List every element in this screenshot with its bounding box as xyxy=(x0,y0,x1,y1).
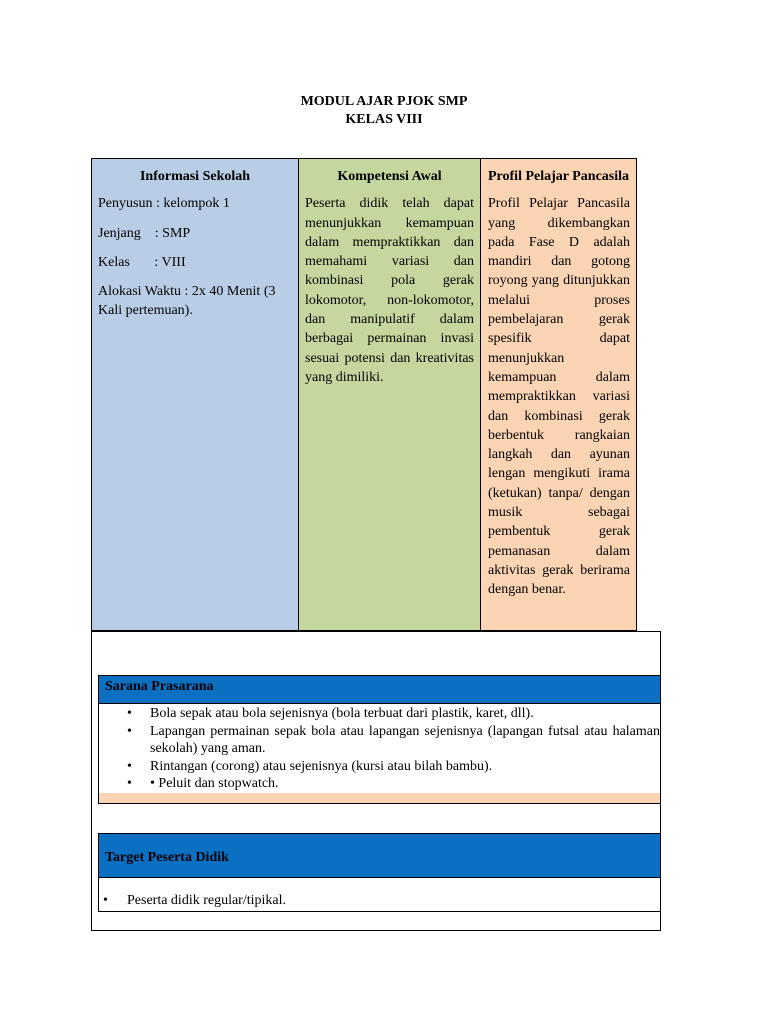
alokasi-waktu-line: Alokasi Waktu : 2x 40 Menit (3 Kali pertemuan). xyxy=(98,284,276,319)
profil-pelajar-heading: Profil Pelajar Pancasila xyxy=(488,169,630,184)
sarana-bottom-band xyxy=(99,793,660,803)
sarana-item-rintangan: • Rintangan (corong) atau sejenisnya (kursi atau bilah bambu). xyxy=(127,758,660,776)
profil-pelajar-column xyxy=(480,158,637,631)
kompetensi-awal-column xyxy=(298,158,481,631)
target-peserta-didik-heading: Target Peserta Didik xyxy=(98,833,661,878)
sarana-prasarana-heading: Sarana Prasarana xyxy=(98,675,661,704)
target-peserta-didik-list xyxy=(98,878,661,912)
sarana-item-peluit: • • Peluit dan stopwatch. xyxy=(127,775,660,793)
target-item-regular: Peserta didik regular/tipikal. xyxy=(127,893,287,908)
kompetensi-awal-text: Peserta didik telah dapat menunjukkan kemampuan dalam mempraktikkan dan memahami variasi dan kombinasi pola gerak lokomotor, non-lokomotor, dan manipulatif dalam berbagai permainan invasi sesuai potensi dan kreativitas yang dimiliki. xyxy=(305,196,474,385)
sarana-item-lapangan: • Lapangan permainan sepak bola atau lapangan sejenisnya (lapangan futsal atau halaman sekolah) yang aman. xyxy=(127,723,660,758)
kelas-line: Kelas : VIII xyxy=(98,254,186,270)
document-title: MODUL AJAR PJOK SMP xyxy=(300,94,468,109)
sarana-prasarana-list xyxy=(98,704,661,804)
kompetensi-awal-heading: Kompetensi Awal xyxy=(337,169,442,184)
informasi-sekolah-column xyxy=(91,158,299,631)
jenjang-line: Jenjang : SMP xyxy=(98,225,191,241)
target-bullet-icon: • xyxy=(103,893,108,908)
informasi-sekolah-heading: Informasi Sekolah xyxy=(139,169,251,184)
penyusun-line: Penyusun : kelompok 1 xyxy=(98,196,230,212)
profil-pelajar-text: Profil Pelajar Pancasila yang dikembangkan pada Fase D adalah mandiri dan gotong royong yang ditunjukkan melalui proses pembelajaran gerak spesifik dapat menunjukkan kemampuan dalam mempraktikkan variasi dan kombinasi gerak berbentuk rangkaian langkah dan ayunan lengan mengikuti irama (ketukan) tanpa/ dengan musik sebagai pembentuk gerak pemanasan dalam aktivitas gerak berirama dengan benar. xyxy=(488,196,630,598)
document-subtitle: KELAS VIII xyxy=(345,112,423,127)
sarana-item-bola: • Bola sepak atau bola sejenisnya (bola terbuat dari plastik, karet, dll). xyxy=(127,705,660,723)
